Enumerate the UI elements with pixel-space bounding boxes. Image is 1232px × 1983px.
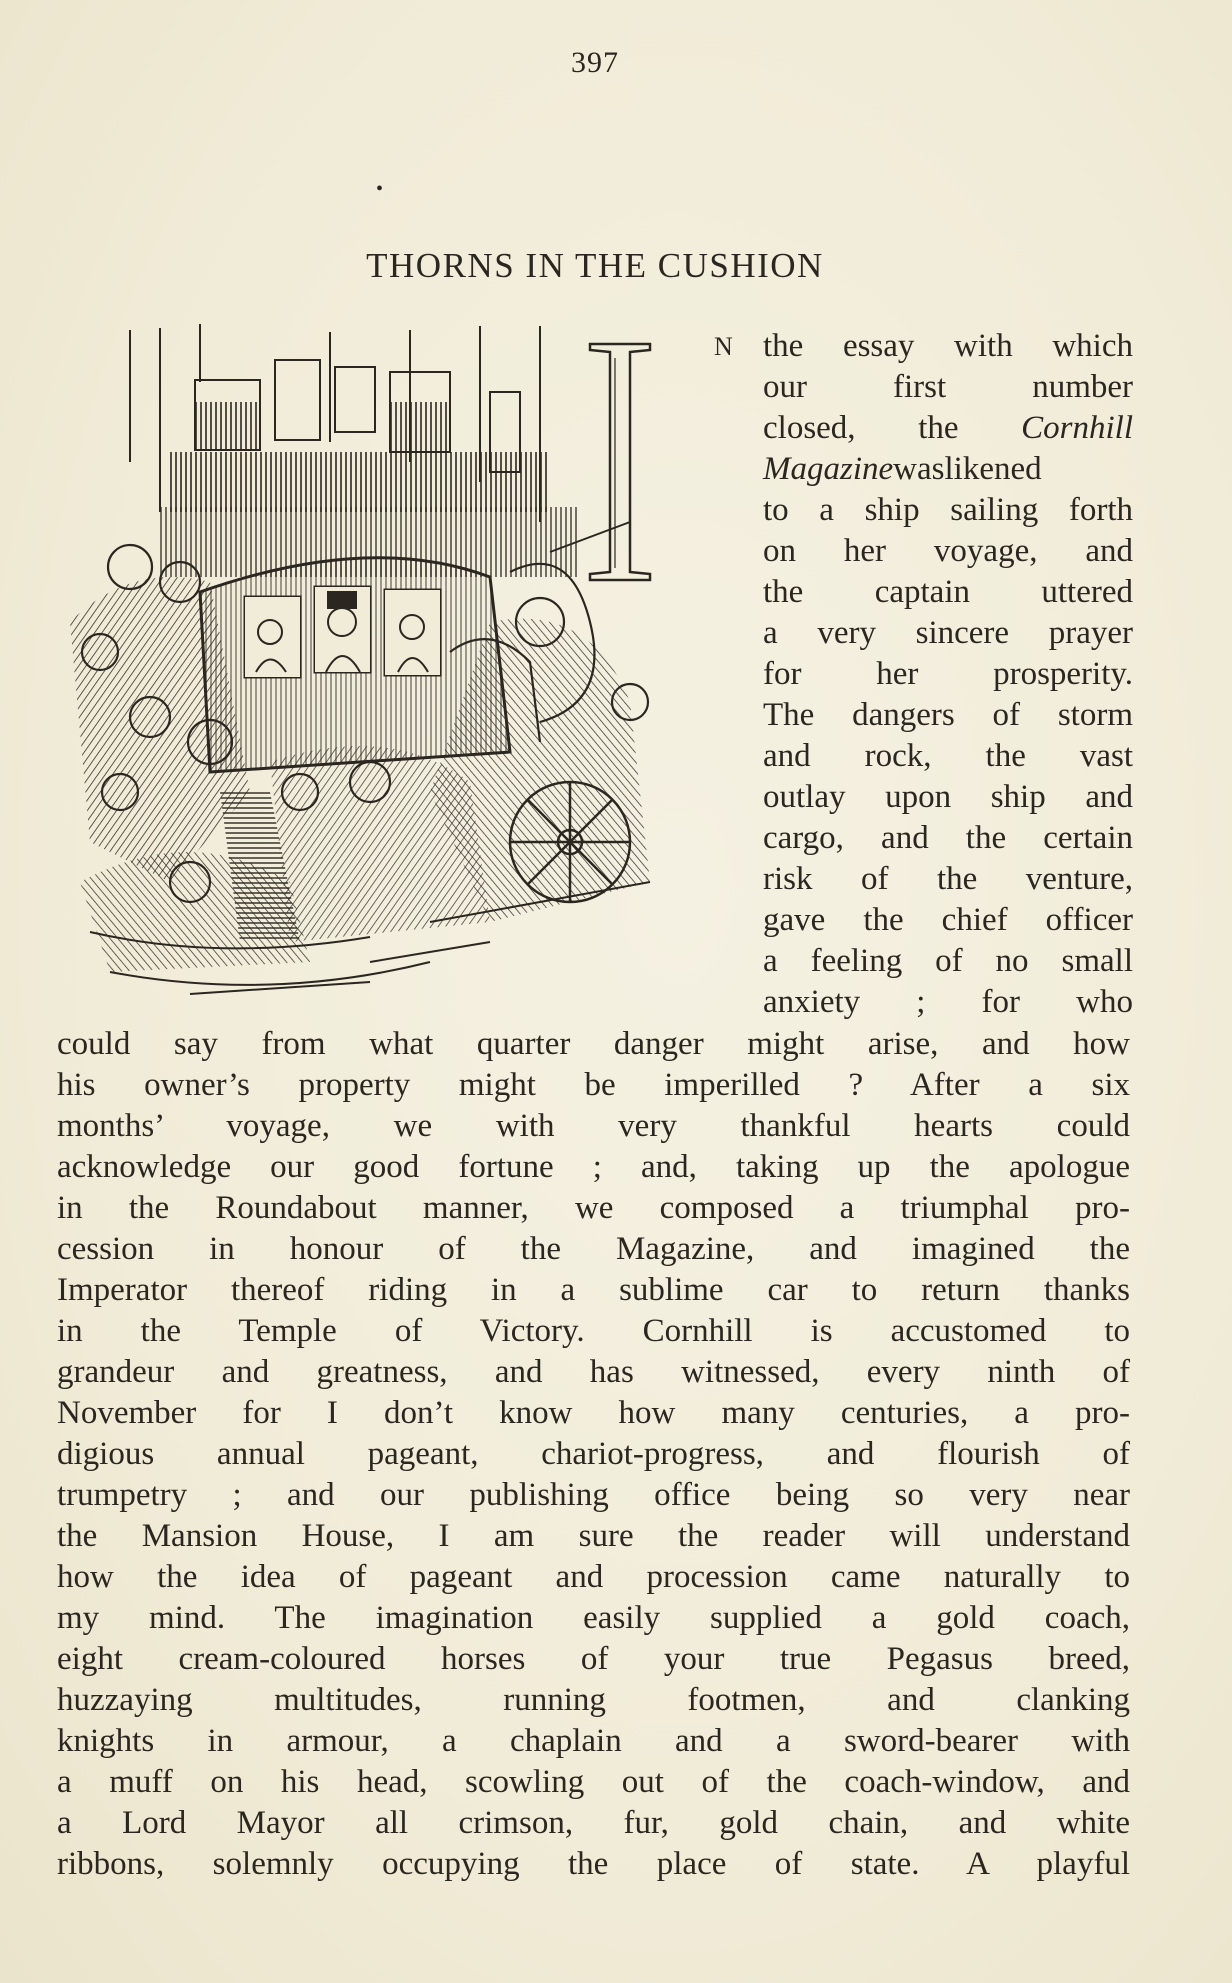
italic-magazine: Magazine	[763, 451, 894, 487]
text-line: The dangers of storm	[763, 697, 1133, 733]
text-line: for her prosperity.	[763, 656, 1133, 692]
text-line: anxiety ; for who	[763, 984, 1133, 1020]
text-line: risk of the venture,	[763, 861, 1133, 897]
text-line: in the Roundabout manner, we composed a triumphal pro-	[57, 1190, 1130, 1226]
text-line: Magazinewaslikened	[763, 451, 1042, 487]
text-line: grandeur and greatness, and has witnessed, every ninth of	[57, 1354, 1130, 1390]
text-line: how the idea of pageant and procession came naturally to	[57, 1559, 1130, 1595]
text-line: months’ voyage, we with very thankful hearts could	[57, 1108, 1130, 1144]
text-line: a very sincere prayer	[763, 615, 1133, 651]
text-line: digious annual pageant, chariot-progress, and flourish of	[57, 1436, 1130, 1472]
text-line: to a ship sailing forth	[763, 492, 1133, 528]
text-line: cession in honour of the Magazine, and imagined the	[57, 1231, 1130, 1267]
opening-small-caps: N	[714, 332, 733, 361]
ornament-dot: •	[376, 178, 384, 200]
text-line: knights in armour, a chaplain and a sword-bearer with	[57, 1723, 1130, 1759]
text-line: Imperator thereof riding in a sublime car to return thanks	[57, 1272, 1130, 1308]
text-line: November for I don’t know how many centuries, a pro-	[57, 1395, 1130, 1431]
text-line: on her voyage, and	[763, 533, 1133, 569]
text-line: ribbons, solemnly occupying the place of state. A playful	[57, 1846, 1130, 1882]
text-line: cargo, and the certain	[763, 820, 1133, 856]
text-line: and rock, the vast	[763, 738, 1133, 774]
full-width-text-column	[57, 1024, 1130, 1885]
text-line: in the Temple of Victory. Cornhill is accustomed to	[57, 1313, 1130, 1349]
text-line: could say from what quarter danger might arise, and how	[57, 1026, 1130, 1062]
text-line: outlay upon ship and	[763, 779, 1133, 815]
text-line: eight cream-coloured horses of your true Pegasus breed,	[57, 1641, 1130, 1677]
text-line: a feeling of no small	[763, 943, 1133, 979]
text-line: my mind. The imagination easily supplied a gold coach,	[57, 1600, 1130, 1636]
text-line: closed, the Cornhill	[763, 410, 1133, 446]
wrapped-text-column	[763, 326, 1133, 1023]
text-line: the captain uttered	[763, 574, 1133, 610]
engraving-illustration	[70, 322, 730, 1012]
chapter-title: THORNS IN THE CUSHION	[366, 246, 824, 285]
text-line: huzzaying multitudes, running footmen, and clanking	[57, 1682, 1130, 1718]
text-line: the Mansion House, I am sure the reader will understand	[57, 1518, 1130, 1554]
text-line: the essay with which	[763, 328, 1133, 364]
text-line: his owner’s property might be imperilled ? After a six	[57, 1067, 1130, 1103]
text-line: trumpetry ; and our publishing office being so very near	[57, 1477, 1130, 1513]
text-line: a Lord Mayor all crimson, fur, gold chain, and white	[57, 1805, 1130, 1841]
text-line: a muff on his head, scowling out of the coach-window, and	[57, 1764, 1130, 1800]
text-line: our first number	[763, 369, 1133, 405]
text-line: acknowledge our good fortune ; and, taking up the apologue	[57, 1149, 1130, 1185]
page-number: 397	[571, 46, 619, 79]
italic-cornhill: Cornhill	[1021, 410, 1133, 446]
drop-cap-letter-i	[590, 344, 650, 580]
text-line: gave the chief officer	[763, 902, 1133, 938]
